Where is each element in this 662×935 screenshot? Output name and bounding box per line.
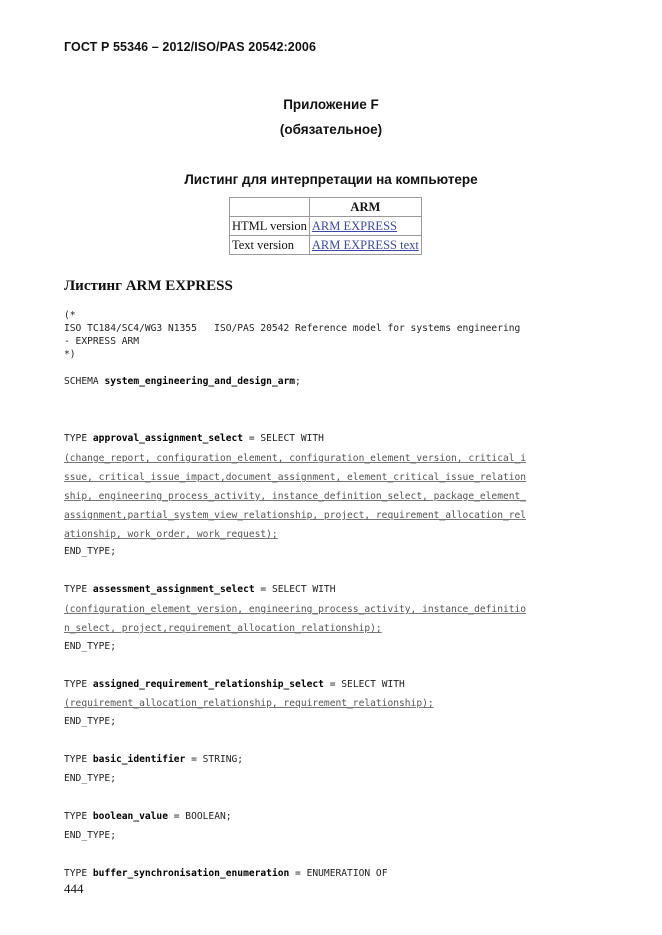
select-list-line: [64, 603, 526, 616]
schema-declaration: [64, 375, 301, 388]
table-header-arm: ARM: [309, 198, 421, 217]
type-name: basic_identifier: [92, 754, 186, 765]
select-list-text: (configuration_element_version, engineering_process_activity, instance_definitio: [64, 604, 527, 615]
code-rest: = ENUMERATION OF: [289, 868, 388, 879]
code-keyword: SCHEMA: [64, 376, 105, 387]
appendix-title: Приложение F: [283, 97, 379, 112]
end-type: END_TYPE;: [64, 546, 116, 557]
select-list-text: ationship, work_order, work_request);: [64, 529, 278, 540]
type-name: assessment_assignment_select: [92, 584, 255, 595]
code-keyword: TYPE: [64, 584, 93, 595]
appendix-subtitle: (обязательное): [279, 122, 383, 137]
code-comment-line: ISO TC184/SC4/WG3 N1355 ISO/PAS 20542 Reference model for systems engineering: [64, 323, 521, 334]
row-label: HTML version: [230, 217, 310, 236]
table-row: [230, 217, 422, 236]
arm-links-table: [229, 197, 422, 255]
code-keyword: TYPE: [64, 754, 93, 765]
select-list-line: [64, 528, 278, 541]
select-list-line: [64, 490, 526, 503]
select-list-text: (change_report, configuration_element, configuration_element_version, critical_i: [64, 453, 527, 464]
code-comment-open: (*: [64, 310, 76, 321]
type-declaration: [64, 810, 232, 823]
arm-express-text-link[interactable]: ARM EXPRESS text: [311, 237, 419, 252]
type-declaration: [64, 583, 336, 596]
type-declaration: [64, 678, 405, 691]
row-link-cell: [309, 236, 421, 255]
type-declaration: [64, 867, 387, 880]
code-rest: = SELECT WITH: [254, 584, 336, 595]
listing-heading: Листинг для интерпретации на компьютере: [184, 172, 478, 187]
row-label: Text version: [230, 236, 310, 255]
table-row: [230, 236, 422, 255]
type-declaration: [64, 432, 324, 445]
code-rest: = SELECT WITH: [243, 433, 324, 444]
end-type: END_TYPE;: [64, 830, 116, 841]
code-rest: = BOOLEAN;: [167, 811, 232, 822]
code-rest: = SELECT WITH: [323, 679, 405, 690]
select-list-text: n_select, project,requirement_allocation_relationship);: [64, 623, 382, 634]
code-comment-close: *): [64, 349, 76, 360]
select-list-text: (requirement_allocation_relationship, requirement_relationship);: [64, 698, 434, 709]
type-declaration: [64, 753, 243, 766]
select-list-text: ssue, critical_issue_impact,document_assignment, element_critical_issue_relation: [64, 472, 527, 483]
code-comment-line: - EXPRESS ARM: [64, 336, 140, 347]
document-header: ГОСТ Р 55346 – 2012/ISO/PAS 20542:2006: [64, 40, 316, 54]
code-keyword: TYPE: [64, 811, 93, 822]
schema-name: system_engineering_and_design_arm: [104, 376, 296, 387]
code-keyword: TYPE: [64, 868, 93, 879]
select-list-line: [64, 697, 434, 710]
code-keyword: TYPE: [64, 679, 93, 690]
type-name: buffer_synchronisation_enumeration: [92, 868, 290, 879]
select-list-line: [64, 452, 526, 465]
type-name: assigned_requirement_relationship_select: [92, 679, 324, 690]
end-type: END_TYPE;: [64, 716, 116, 727]
page-number: 444: [64, 881, 84, 896]
code-rest: = STRING;: [185, 754, 244, 765]
table-corner-cell: [230, 198, 310, 217]
select-list-line: [64, 622, 382, 635]
code-punct: ;: [295, 376, 301, 387]
select-list-text: assignment,partial_system_view_relationship, project, requirement_allocation_rel: [64, 510, 527, 521]
type-name: boolean_value: [92, 811, 168, 822]
code-keyword: TYPE: [64, 433, 93, 444]
arm-express-html-link[interactable]: ARM EXPRESS: [311, 218, 397, 233]
select-list-line: [64, 509, 526, 522]
select-list-line: [64, 471, 526, 484]
row-link-cell: [309, 217, 421, 236]
section-title: Листинг ARM EXPRESS: [64, 278, 233, 294]
type-name: approval_assignment_select: [92, 433, 244, 444]
table-header-row: [230, 198, 422, 217]
end-type: END_TYPE;: [64, 773, 116, 784]
select-list-text: ship, engineering_process_activity, instance_definition_select, package_element_: [64, 491, 527, 502]
end-type: END_TYPE;: [64, 641, 116, 652]
